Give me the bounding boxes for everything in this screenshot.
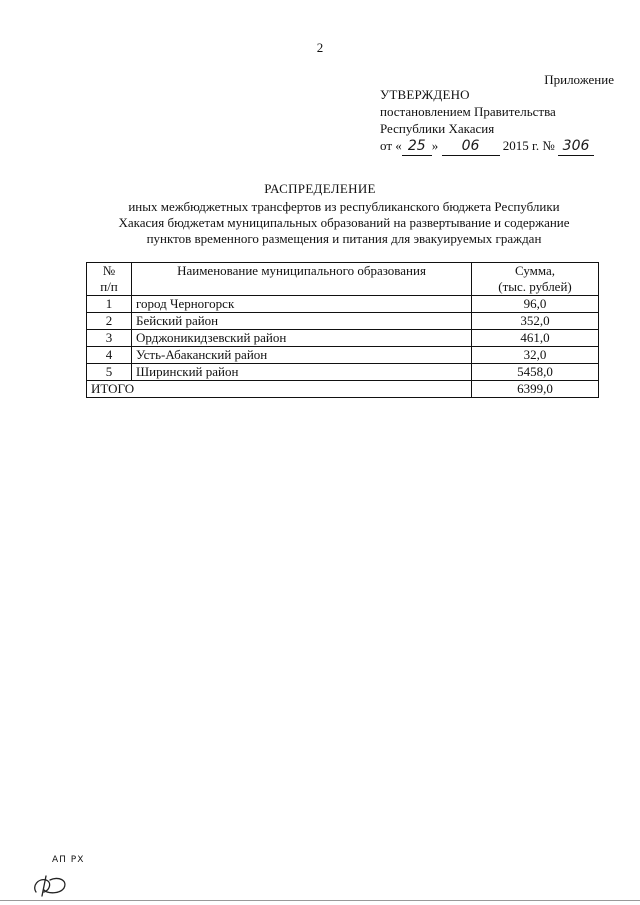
table-row — [87, 313, 599, 330]
date-month: 06 — [442, 138, 500, 156]
date-mid: » — [431, 138, 439, 153]
document-title: РАСПРЕДЕЛЕНИЕ — [264, 181, 376, 196]
total-sum: 6399,0 — [472, 381, 599, 398]
table-row — [87, 296, 599, 313]
header-sum — [472, 263, 599, 296]
approval-block — [380, 86, 594, 156]
row-num: 2 — [87, 313, 132, 330]
page-number: 2 — [316, 40, 324, 55]
table-header-row — [87, 263, 599, 296]
handwritten-signature-icon — [30, 872, 70, 903]
appendix-label: Приложение — [544, 72, 614, 87]
row-sum: 461,0 — [472, 330, 599, 347]
row-name: Бейский район — [132, 313, 472, 330]
approval-line-2: Республики Хакасия — [380, 121, 495, 136]
row-name: Ширинский район — [132, 364, 472, 381]
date-year-text: 2015 г. № — [502, 138, 555, 153]
date-prefix: от « — [380, 138, 402, 153]
header-name: Наименование муниципального образования — [132, 263, 472, 296]
page-bottom-edge — [0, 900, 640, 901]
header-num-line1: № — [102, 263, 116, 278]
subtitle-line: пунктов временного размещения и питания для эвакуируемых граждан — [146, 231, 542, 246]
row-name: Усть-Абаканский район — [132, 347, 472, 364]
total-row — [87, 381, 599, 398]
distribution-table — [86, 262, 599, 398]
row-name: Орджоникидзевский район — [132, 330, 472, 347]
total-label: ИТОГО — [87, 381, 472, 398]
header-num-line2: п/п — [100, 279, 118, 294]
subtitle-line: иных межбюджетных трансфертов из республиканского бюджета Республики — [128, 199, 560, 214]
document-subtitle — [88, 199, 600, 247]
date-day: 25 — [402, 138, 432, 156]
row-num: 5 — [87, 364, 132, 381]
row-sum: 352,0 — [472, 313, 599, 330]
header-num — [87, 263, 132, 296]
approval-date-line — [380, 137, 594, 156]
header-sum-line2: (тыс. рублей) — [498, 279, 572, 294]
row-name: город Черногорск — [132, 296, 472, 313]
table-row — [87, 330, 599, 347]
footer-code: АП РХ — [52, 855, 85, 865]
table-row — [87, 347, 599, 364]
row-num: 3 — [87, 330, 132, 347]
approval-line-1: постановлением Правительства — [380, 104, 556, 119]
header-sum-line1: Сумма, — [514, 263, 556, 278]
decree-number: 306 — [558, 138, 594, 156]
row-num: 4 — [87, 347, 132, 364]
subtitle-line: Хакасия бюджетам муниципальных образований на развертывание и содержание — [118, 215, 570, 230]
approved-heading: УТВЕРЖДЕНО — [380, 87, 470, 102]
row-num: 1 — [87, 296, 132, 313]
row-sum: 32,0 — [472, 347, 599, 364]
table-row — [87, 364, 599, 381]
row-sum: 96,0 — [472, 296, 599, 313]
row-sum: 5458,0 — [472, 364, 599, 381]
